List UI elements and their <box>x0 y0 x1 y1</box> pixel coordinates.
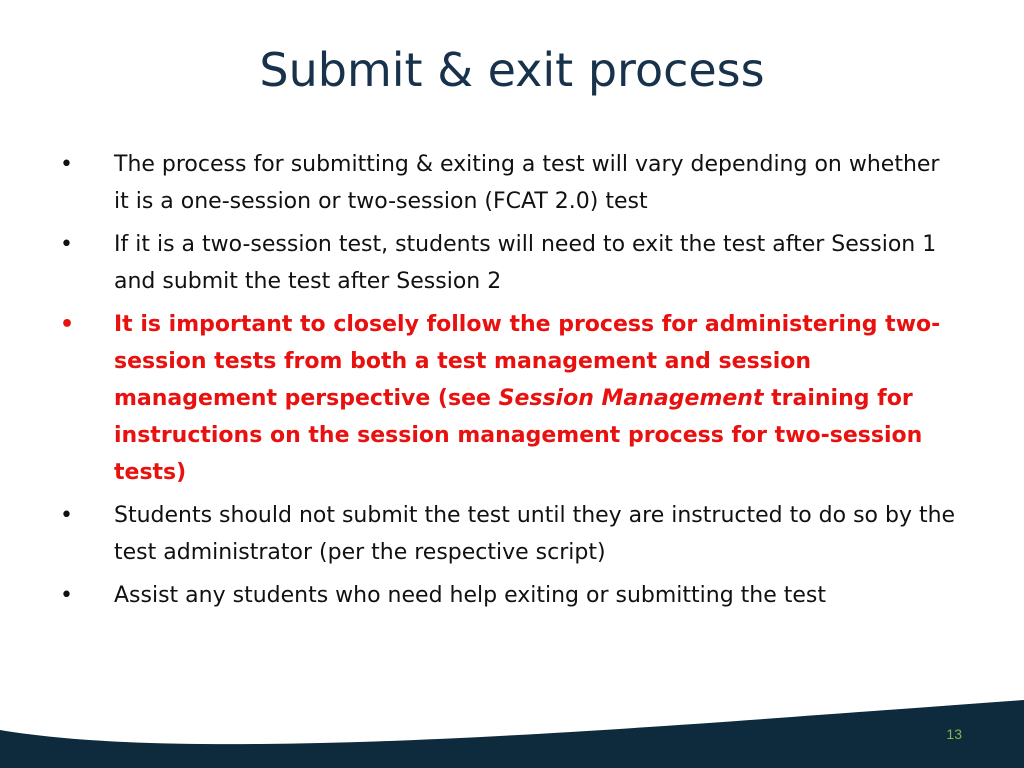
bullet-item <box>60 497 960 571</box>
bullet-text-emphasis: Session Management <box>498 386 764 411</box>
bullet-marker: • <box>60 312 75 337</box>
bullet-marker: • <box>60 503 73 528</box>
bullet-text: Assist any students who need help exiting or submitting the test <box>114 583 827 608</box>
bullet-item-important <box>60 306 960 491</box>
bullet-text: The process for submitting & exiting a test will vary depending on whether it is a one-session or two-session (FCAT 2.0) test <box>114 152 940 214</box>
bullet-marker: • <box>60 232 73 257</box>
bullet-item <box>60 226 960 300</box>
bullet-item <box>60 577 960 614</box>
bullet-text-before: It is important to closely follow the process for administering two-session tests from both a test management and session management perspective (see <box>114 312 941 411</box>
bullet-marker: • <box>60 583 73 608</box>
bullet-marker: • <box>60 152 73 177</box>
bullet-text: Students should not submit the test until they are instructed to do so by the test administrator (per the respective script) <box>114 503 956 565</box>
bullet-text-after: training for instructions on the session management process for two-session tests) <box>114 386 923 485</box>
footer-wave <box>0 660 1024 768</box>
bullet-list <box>60 146 960 620</box>
footer-wave-band <box>0 700 1024 768</box>
bullet-text: If it is a two-session test, students will need to exit the test after Session 1 and submit the test after Session 2 <box>114 232 937 294</box>
slide-title: Submit & exit process <box>259 43 765 97</box>
page-number: 13 <box>946 726 962 742</box>
bullet-item <box>60 146 960 220</box>
